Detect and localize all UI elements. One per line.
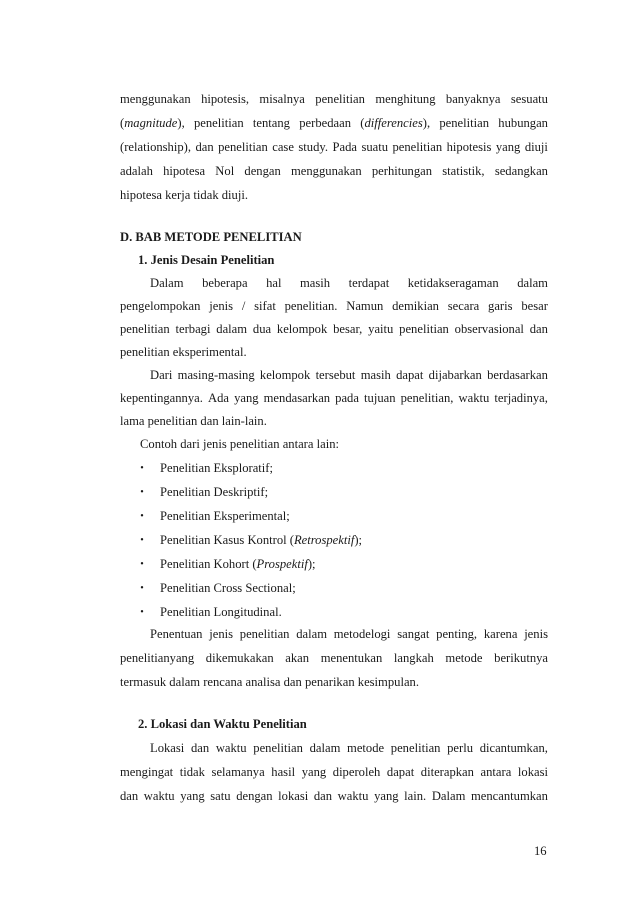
word: study. xyxy=(298,140,329,154)
paragraph-line xyxy=(120,139,548,155)
word: besar, xyxy=(333,322,363,336)
word: penelitian xyxy=(392,140,443,154)
word: berdasarkan xyxy=(487,368,548,382)
word: waktu xyxy=(458,391,490,405)
page-number: 16 xyxy=(534,844,547,858)
word: penelitian xyxy=(120,322,170,336)
word: lokasi xyxy=(278,789,309,803)
paragraph-line xyxy=(120,115,548,131)
word: dapat xyxy=(386,765,415,779)
word: mencantumkan xyxy=(471,789,548,803)
word: selamanya xyxy=(211,765,265,779)
word: kepentingannya. xyxy=(120,391,203,405)
word: penelitian xyxy=(253,741,303,755)
word: penelitian. xyxy=(284,299,338,313)
word: yang xyxy=(301,765,327,779)
paragraph-line xyxy=(120,298,548,314)
list-intro: Contoh dari jenis penelitian antara lain: xyxy=(140,437,339,451)
paragraph-line xyxy=(150,626,548,642)
word: observasional xyxy=(454,322,524,336)
word: Namun xyxy=(346,299,384,313)
word: (relationship), xyxy=(120,140,191,154)
word: hasil xyxy=(271,765,296,779)
word: dengan xyxy=(244,164,281,178)
word: Dalam xyxy=(431,789,466,803)
word: jenis xyxy=(524,627,548,641)
word: penelitian xyxy=(399,322,449,336)
word: hipotesis, xyxy=(201,92,249,106)
word: tujuan xyxy=(364,391,396,405)
word: terjadinya, xyxy=(494,391,548,405)
bullet-point: • xyxy=(140,487,144,498)
word: dan xyxy=(120,789,139,803)
word: statistik, xyxy=(442,164,485,178)
word: jenis xyxy=(209,299,234,313)
word: dikemukakan xyxy=(205,651,274,665)
word: waktu xyxy=(143,789,175,803)
word: karena xyxy=(483,627,518,641)
word: dalam xyxy=(296,627,327,641)
word: adalah xyxy=(120,164,153,178)
word: Dalam xyxy=(150,276,184,290)
word: (magnitude), xyxy=(120,116,185,130)
word: satu xyxy=(210,789,231,803)
paragraph-line xyxy=(150,275,548,291)
word: Dari xyxy=(150,368,173,382)
subsection-heading: 2. Lokasi dan Waktu Penelitian xyxy=(138,717,307,731)
paragraph-line xyxy=(150,740,548,756)
paragraph-line xyxy=(120,91,548,107)
section-heading: D. BAB METODE PENELITIAN xyxy=(120,230,302,244)
word: (differencies), xyxy=(360,116,431,130)
paragraph-line: termasuk dalam rencana analisa dan penarikan kesimpulan. xyxy=(120,675,419,689)
word: / xyxy=(241,299,246,313)
word: sedangkan xyxy=(494,164,548,178)
word: mengingat xyxy=(120,765,174,779)
word: menggunakan xyxy=(291,164,362,178)
word: diperoleh xyxy=(332,765,381,779)
bullet-point: • xyxy=(140,607,144,618)
word: penelitian xyxy=(218,140,268,154)
word: penelitian xyxy=(239,627,290,641)
word: perlu xyxy=(447,741,474,755)
word: Penentuan xyxy=(150,627,203,641)
word: garis xyxy=(488,299,513,313)
word: penelitian xyxy=(315,92,365,106)
word: Nol xyxy=(215,164,235,178)
word: berikutnya xyxy=(494,651,548,665)
word: penelitian, xyxy=(400,391,454,405)
list-item: Penelitian Kasus Kontrol (Retrospektif); xyxy=(160,533,363,547)
word: penelitian xyxy=(193,116,244,130)
word: tersebut xyxy=(315,368,356,382)
word: dan xyxy=(195,140,214,154)
word: metode xyxy=(445,651,483,665)
word: menggunakan xyxy=(120,92,191,106)
word: diterapkan xyxy=(420,765,474,779)
word: metode xyxy=(347,741,385,755)
word: antara xyxy=(480,765,512,779)
word: sifat xyxy=(254,299,276,313)
word: perbedaan xyxy=(299,116,351,130)
word: hal xyxy=(266,276,282,290)
word: beberapa xyxy=(202,276,248,290)
word: masing-masing xyxy=(177,368,255,382)
document-page xyxy=(120,0,548,903)
word: penting, xyxy=(436,627,478,641)
word: dua xyxy=(252,322,272,336)
list-item: Penelitian Eksperimental; xyxy=(160,509,290,523)
list-item: Penelitian Eksploratif; xyxy=(160,461,273,475)
word: kelompok xyxy=(259,368,311,382)
word: mendasarkan xyxy=(263,391,331,405)
word: langkah xyxy=(393,651,434,665)
word: dicantumkan, xyxy=(479,741,548,755)
word: penelitian xyxy=(439,116,490,130)
word: pengelompokan xyxy=(120,299,201,313)
word: dan xyxy=(190,741,210,755)
word: ketidakseragaman xyxy=(407,276,499,290)
bullet-point: • xyxy=(140,535,144,546)
word: yang xyxy=(180,789,205,803)
word: hubungan xyxy=(498,116,548,130)
word: yang xyxy=(374,789,399,803)
word: hipotesis xyxy=(446,140,492,154)
word: terbagi xyxy=(175,322,211,336)
bullet-point: • xyxy=(140,559,144,570)
word: secara xyxy=(447,299,480,313)
word: besar xyxy=(521,299,548,313)
word: dan xyxy=(529,322,548,336)
word: demikian xyxy=(392,299,439,313)
paragraph-line: penelitian eksperimental. xyxy=(120,345,247,359)
bullet-point: • xyxy=(140,463,144,474)
word: waktu xyxy=(215,741,247,755)
word: tidak xyxy=(179,765,205,779)
word: waktu xyxy=(337,789,369,803)
word: diuji xyxy=(524,140,548,154)
word: dan xyxy=(313,789,333,803)
word: banyaknya xyxy=(445,92,501,106)
word: suatu xyxy=(361,140,389,154)
word: metodelogi xyxy=(333,627,391,641)
word: yang xyxy=(234,391,259,405)
word: lokasi xyxy=(517,765,548,779)
word: lain. xyxy=(404,789,427,803)
word: masih xyxy=(300,276,331,290)
paragraph-line xyxy=(120,390,548,406)
paragraph-line xyxy=(120,321,548,337)
word: yang xyxy=(495,140,521,154)
paragraph-line: lama penelitian dan lain-lain. xyxy=(120,414,267,428)
word: dijabarkan xyxy=(428,368,482,382)
paragraph-line xyxy=(150,367,548,383)
word: penelitianyang xyxy=(120,651,195,665)
word: misalnya xyxy=(259,92,305,106)
list-item: Penelitian Cross Sectional; xyxy=(160,581,296,595)
list-item: Penelitian Longitudinal. xyxy=(160,605,282,619)
word: dalam xyxy=(309,741,341,755)
word: terdapat xyxy=(348,276,390,290)
word: dalam xyxy=(517,276,548,290)
word: sangat xyxy=(397,627,430,641)
word: perhitungan xyxy=(371,164,433,178)
word: hipotesa xyxy=(163,164,206,178)
list-item: Penelitian Kohort (Prospektif); xyxy=(160,557,316,571)
word: penelitian xyxy=(390,741,441,755)
subsection-heading: 1. Jenis Desain Penelitian xyxy=(138,253,275,267)
paragraph-line xyxy=(120,788,548,804)
word: Ada xyxy=(207,391,229,405)
word: dalam xyxy=(216,322,248,336)
word: menghitung xyxy=(375,92,436,106)
word: pada xyxy=(335,391,359,405)
word: dengan xyxy=(236,789,273,803)
word: Pada xyxy=(332,140,357,154)
bullet-point: • xyxy=(140,511,144,522)
word: akan xyxy=(285,651,310,665)
word: case xyxy=(272,140,294,154)
paragraph-line xyxy=(120,650,548,666)
word: kelompok xyxy=(276,322,328,336)
word: masih xyxy=(360,368,391,382)
word: menentukan xyxy=(320,651,383,665)
paragraph-line xyxy=(120,163,548,179)
bullet-point: • xyxy=(140,583,144,594)
word: tentang xyxy=(252,116,290,130)
list-item: Penelitian Deskriptif; xyxy=(160,485,269,499)
paragraph-line: hipotesa kerja tidak diuji. xyxy=(120,188,249,202)
word: yaitu xyxy=(368,322,394,336)
word: Lokasi xyxy=(150,741,185,755)
paragraph-line xyxy=(120,764,548,780)
word: sesuatu xyxy=(510,92,548,106)
word: jenis xyxy=(209,627,234,641)
word: dapat xyxy=(396,368,424,382)
